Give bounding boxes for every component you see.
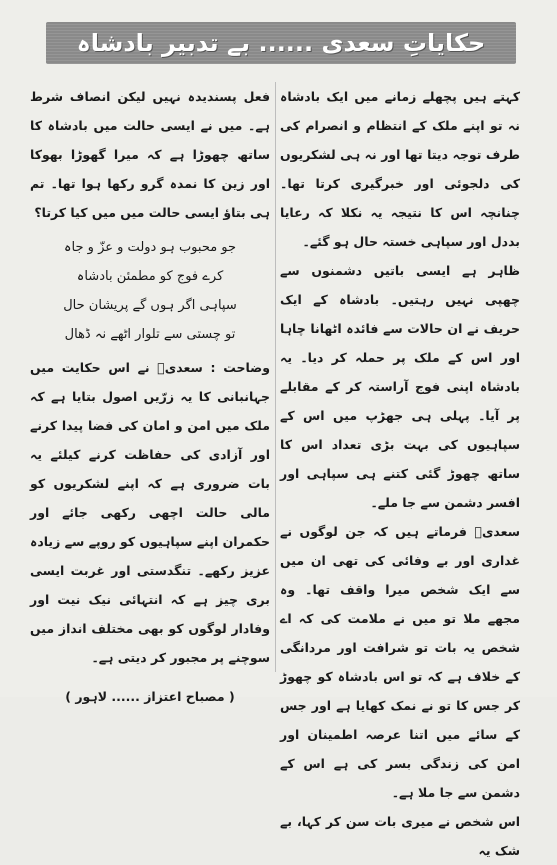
- explanation-paragraph: وضاحت : سعدیؒ نے اس حکایت میں جہانبانی کا یہ زرّیں اصول بتایا ہے کہ ملک میں امن و امان کی فضا پیدا کرنے اور آزادی کی حفاظت کرنے کیلئے یہ بات ضروری ہے کہ اپنے لشکریوں کو مالی حالت اچھی رکھی جائے اور حکمران اپنے سپاہیوں کو روپے سے زیادہ عزیز رکھے۔ تنگدستی اور غربت ایسی بری چیز ہے کہ انتہائی نیک نیت اور وفادار لوگوں کو بھی مختلف انداز میں سوچنے پر مجبور کر دیتی ہے۔: [30, 360, 270, 665]
- title-banner: [46, 22, 516, 64]
- left-column: [30, 82, 270, 704]
- story-continuation: فعل پسندیدہ نہیں لیکن انصاف شرط ہے۔ میں نے ایسی حالت میں بادشاہ کا ساتھ چھوڑا ہے کہ میرا گھوڑا بھوکا اور زین کا نمدہ گرو رکھا ہوا تھا۔ تم ہی بتاؤ ایسی حالت میں میں کیا کرتا؟: [30, 89, 270, 220]
- story-paragraph-4: اس شخص نے میری بات سن کر کہا، بے شک یہ: [280, 814, 520, 858]
- poem-block: [48, 233, 252, 349]
- story-paragraph-1: کہتے ہیں پچھلے زمانے میں ایک بادشاہ نہ تو اپنے ملک کے انتظام و انصرام کی طرف توجہ دیتا تھا اور نہ ہی لشکریوں کی دلجوئی اور خبرگیری کرتا تھا۔ چنانچہ اس کا نتیجہ یہ نکلا کہ رعایا بددل اور سپاہی خستہ حال ہو گئے۔: [280, 89, 520, 249]
- story-paragraph-2: ظاہر ہے ایسی باتیں دشمنوں سے چھپی نہیں رہتیں۔ بادشاہ کے ایک حریف نے ان حالات سے فائدہ اٹھانا چاہا اور اس کے ملک پر حملہ کر دیا۔ یہ بادشاہ اپنی فوج آراستہ کر کے مقابلے پر آیا۔ پہلی ہی جھڑپ میں اس کے سپاہیوں کی بہت بڑی تعداد اس کا ساتھ چھوڑ گئی کتنے ہی سپاہی اور افسر دشمن سے جا ملے۔: [280, 263, 520, 510]
- page-title: حکایاتِ سعدی ...... بے تدبیر بادشاہ: [76, 29, 486, 57]
- author-signature: ( مصباح اعتزاز ...... لاہور ): [65, 689, 235, 704]
- column-divider: [275, 82, 276, 672]
- story-paragraph-3: سعدیؒ فرماتے ہیں کہ جن لوگوں نے غداری اور بے وفائی کی تھی ان میں سے ایک شخص میرا واقف تھا۔ وہ مجھے ملا تو میں نے ملامت کی کہ اے شخص یہ بات تو شرافت اور مردانگی کے خلاف ہے کہ تو اس بادشاہ کو چھوڑ کر جس کا تو نے نمک کھایا ہے اور جس کے سائے میں اتنا عرصہ اطمینان اور امن کی زندگی بسر کی ہے اس کے دشمن سے جا ملا ہے۔: [280, 524, 520, 800]
- poem-verse-3: سپاہی اگر ہوں گے پریشان حال: [63, 298, 237, 313]
- poem-verse-4: تو چستی سے تلوار اٹھے نہ ڈھال: [64, 327, 236, 342]
- poem-verse-1: جو محبوب ہو دولت و عزّ و جاہ: [63, 240, 237, 255]
- poem-verse-2: کرے فوج کو مطمئن بادشاہ: [76, 269, 224, 284]
- right-column: [280, 82, 520, 858]
